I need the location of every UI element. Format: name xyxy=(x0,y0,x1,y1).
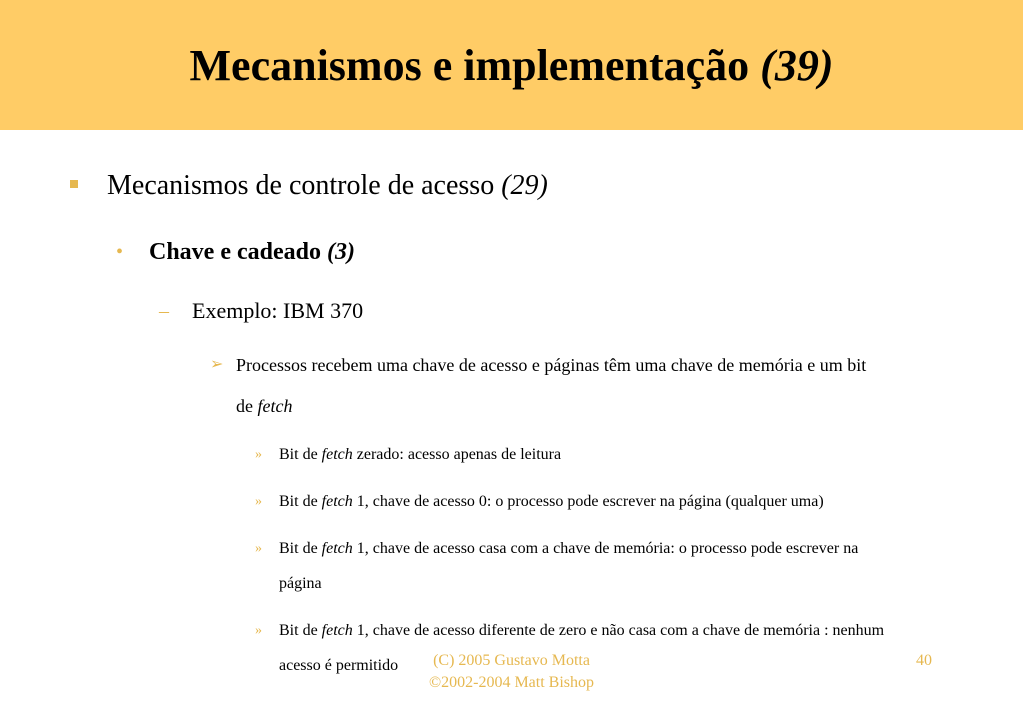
slide-title-count: (39) xyxy=(760,41,834,90)
double-chevron-bullet-icon: » xyxy=(255,541,262,556)
level1-text: Mecanismos de controle de acesso xyxy=(107,170,495,201)
item-italic: fetch xyxy=(321,622,353,639)
bullet-level1 xyxy=(107,168,548,204)
list-item xyxy=(279,620,884,642)
double-chevron-bullet-icon: » xyxy=(255,623,262,638)
item-rest: zerado: acesso apenas de leitura xyxy=(356,446,562,463)
list-item-continuation: página xyxy=(279,575,322,592)
arrowhead-bullet-icon: ➢ xyxy=(210,356,224,373)
list-item-continuation: acesso é permitido xyxy=(279,657,399,674)
footer-line2: ©2002-2004 Matt Bishop xyxy=(428,674,595,691)
list-item xyxy=(279,491,824,513)
bullet-level4-line1: Processos recebem uma chave de acesso e páginas têm uma chave de memória e um bit xyxy=(236,355,867,375)
footer-line1: (C) 2005 Gustavo Motta xyxy=(433,652,590,669)
item-prefix: Bit de xyxy=(279,622,318,639)
level1-count: (29) xyxy=(501,170,548,201)
double-chevron-bullet-icon: » xyxy=(255,494,262,509)
bullet-level3: Exemplo: IBM 370 xyxy=(192,298,364,323)
item-rest: 1, chave de acesso 0: o processo pode escrever na página (qualquer uma) xyxy=(356,493,824,510)
level4-line2-italic: fetch xyxy=(257,396,293,416)
dash-bullet-icon: – xyxy=(159,300,169,322)
level2-count: (3) xyxy=(326,239,355,265)
item-rest: 1, chave de acesso casa com a chave de memória: o processo pode escrever na xyxy=(356,540,859,557)
slide-title xyxy=(0,36,1023,96)
item-prefix: Bit de xyxy=(279,540,318,557)
slide-title-text: Mecanismos e implementação xyxy=(189,41,750,90)
double-chevron-bullet-icon: » xyxy=(255,447,262,462)
item-rest: 1, chave de acesso diferente de zero e não casa com a chave de memória : nenhum xyxy=(356,622,885,639)
square-bullet-icon xyxy=(70,180,78,188)
footer-copyright xyxy=(0,650,1023,694)
item-prefix: Bit de xyxy=(279,493,318,510)
list-item xyxy=(279,444,561,466)
list-item xyxy=(279,538,858,560)
bullet-level4-line2 xyxy=(236,393,292,419)
level2-text: Chave e cadeado xyxy=(149,239,321,265)
item-italic: fetch xyxy=(321,446,353,463)
level4-line2-prefix: de xyxy=(236,396,253,416)
item-prefix: Bit de xyxy=(279,446,318,463)
item-italic: fetch xyxy=(321,493,353,510)
item-italic: fetch xyxy=(321,540,353,557)
page-number: 40 xyxy=(916,652,932,669)
dot-bullet-icon: • xyxy=(116,241,124,263)
bullet-level2 xyxy=(149,237,355,267)
